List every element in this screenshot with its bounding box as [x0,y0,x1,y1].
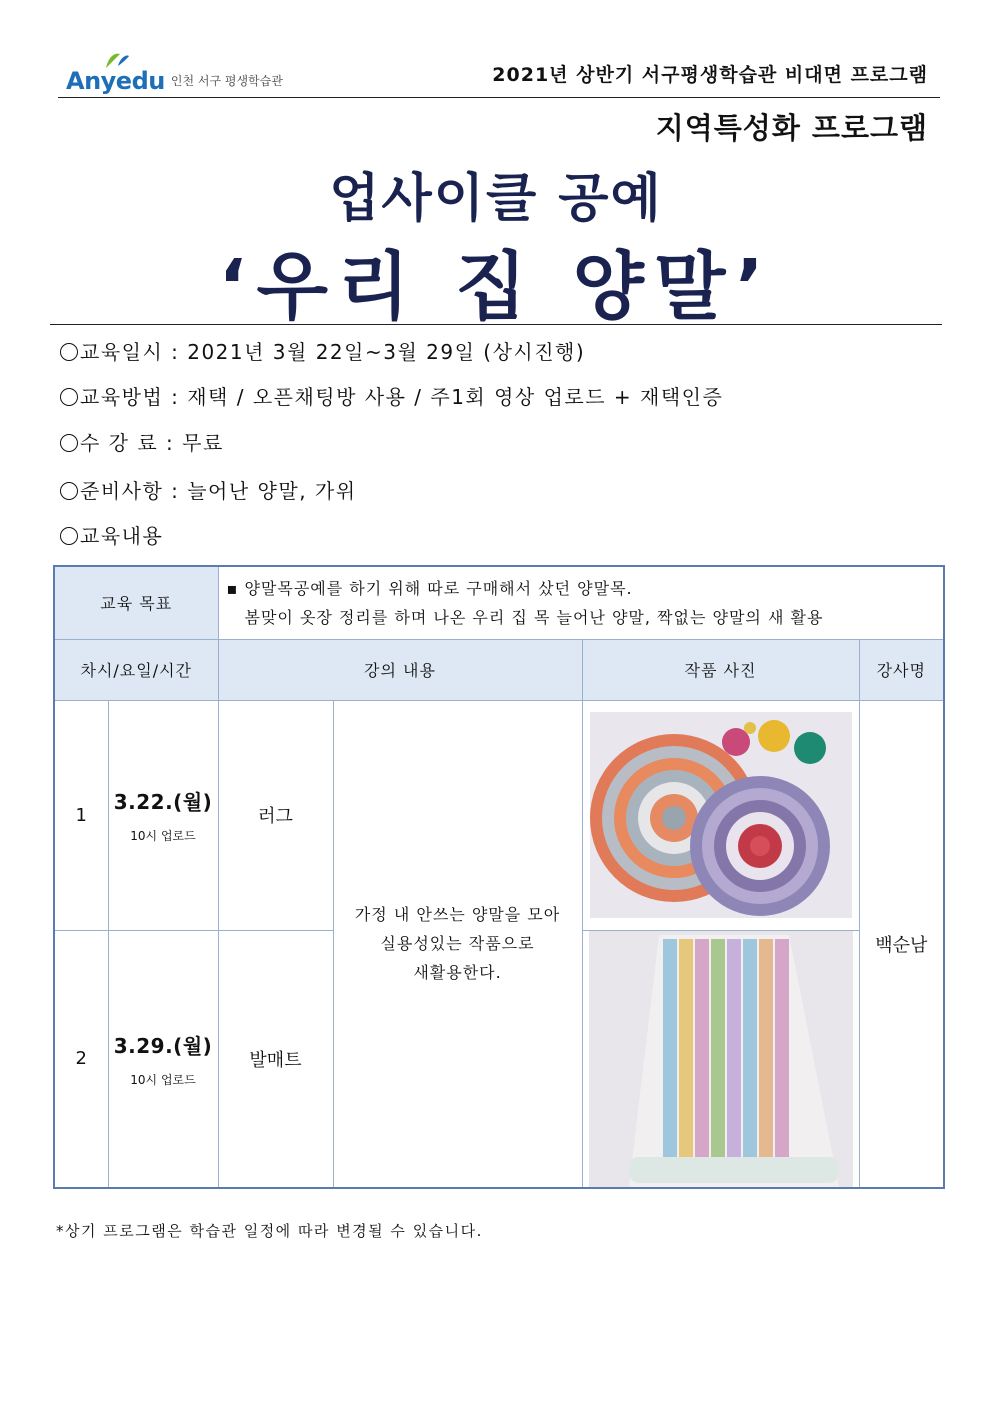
header-session: 차시/요일/시간 [54,639,218,700]
title-line-1: 업사이클 공예 [329,169,663,229]
title-divider [50,324,942,325]
session-topic: 러그 [218,700,333,930]
schedule-table [53,565,945,1189]
info-method: 교육방법 : 재택 / 오픈채팅방 사용 / 주1회 영상 업로드 + 재택인증 [60,381,723,410]
session-time: 10시 업로드 [130,829,196,843]
session-date: 3.29.(월) [113,1033,213,1058]
header-row [54,639,944,700]
session-topic: 발매트 [218,930,333,1188]
info-fee: 수 강 료 : 무료 [60,427,224,456]
info-content-heading: 교육내용 [60,520,163,549]
session-number: 2 [54,930,108,1188]
description-line: 가정 내 안쓰는 양말을 모아 [354,905,561,925]
photo-cell [582,930,859,1188]
leaf-icon [102,50,130,70]
header-content: 강의 내용 [218,639,582,700]
table-row [54,700,944,930]
title-line-2: ‘우리 집 양말’ [218,244,774,330]
header-divider [58,97,940,98]
session-date-cell [108,930,218,1188]
program-line: 2021년 상반기 서구평생학습관 비대면 프로그램 [492,64,928,86]
header-instructor: 강사명 [859,639,944,700]
logo-subtitle: 인천 서구 평생학습관 [170,74,283,88]
circle-bullet-icon [60,388,78,406]
program-subtitle: 지역특성화 프로그램 [655,111,928,145]
mat-photo [589,931,853,1187]
description-line: 실용성있는 작품으로 [380,934,535,954]
circle-bullet-icon [60,343,78,361]
logo-wordmark: Anyedu [66,67,165,95]
goal-label: 교육 목표 [54,566,218,639]
rug-photo [590,712,852,918]
circle-bullet-icon [60,482,78,500]
photo-cell [582,700,859,930]
goal-text [218,566,944,639]
goal-line-1: ▪ 양말목공예를 하기 위해 따로 구매해서 샀던 양말목. [226,578,633,598]
goal-row [54,566,944,639]
session-number: 1 [54,700,108,930]
session-date: 3.22.(월) [113,790,213,814]
instructor-name: 백순남 [859,700,944,1188]
session-time: 10시 업로드 [130,1072,196,1087]
info-schedule: 교육일시 : 2021년 3월 22일~3월 29일 (상시진행) [60,336,585,365]
description-line: 새활용한다. [413,963,502,983]
goal-line-2: 봄맞이 옷장 정리를 하며 나온 우리 집 목 늘어난 양말, 짝없는 양말의 새 활용 [244,607,824,627]
header-photo: 작품 사진 [582,639,859,700]
lecture-description [333,700,582,1188]
circle-bullet-icon [60,527,78,545]
footnote: *상기 프로그램은 학습관 일정에 따라 변경될 수 있습니다. [56,1222,483,1240]
session-date-cell [108,700,218,930]
info-materials: 준비사항 : 늘어난 양말, 가위 [60,475,357,504]
circle-bullet-icon [60,434,78,452]
anyedu-logo [66,52,283,96]
